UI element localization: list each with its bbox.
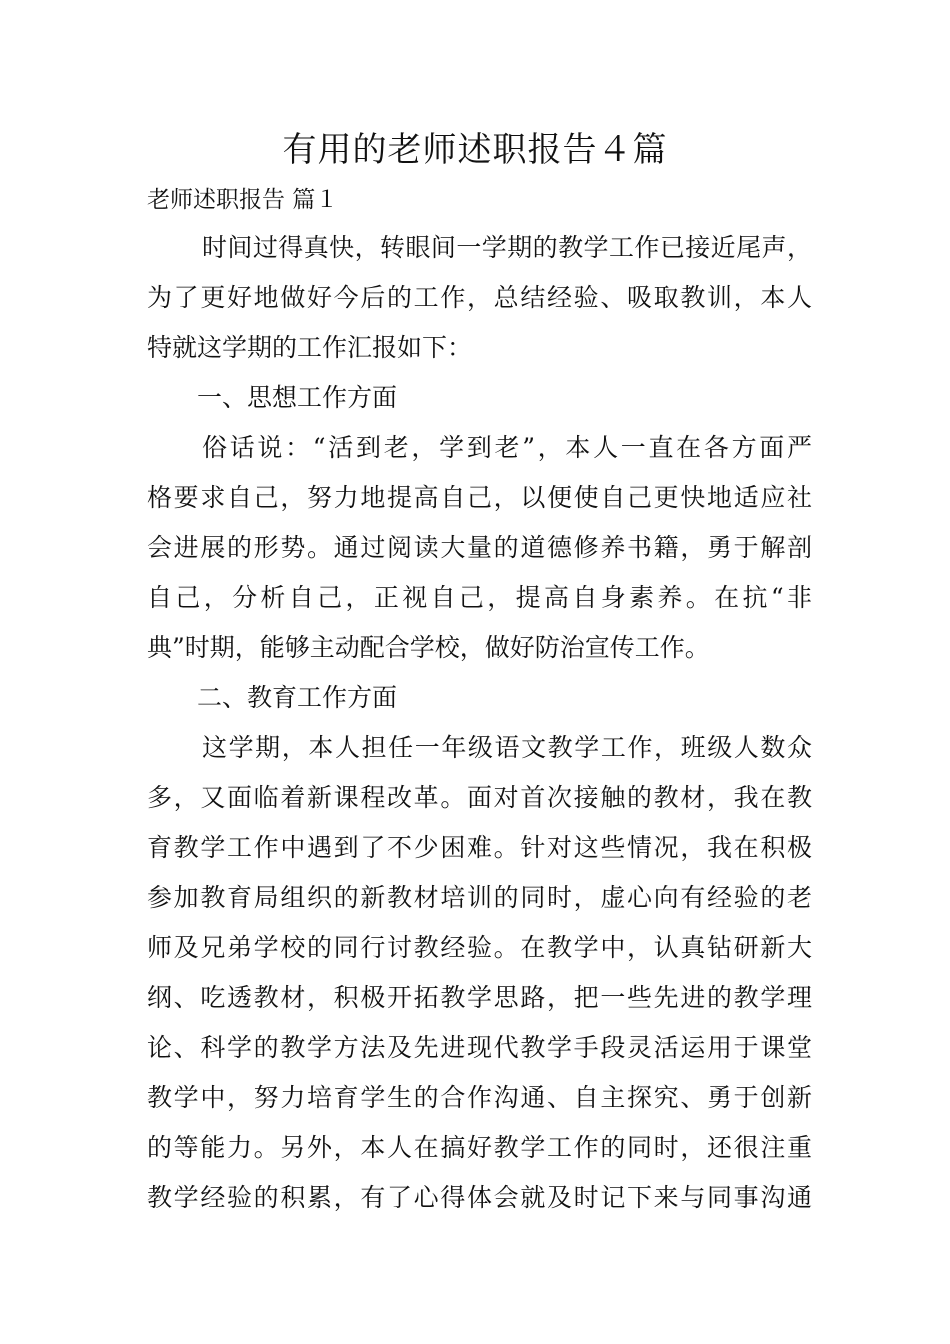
- section-heading: 一、思想工作方面: [197, 383, 398, 412]
- paragraph-line: 育教学工作中遇到了不少困难。针对这些情况，我在积极: [147, 833, 812, 862]
- paragraph-line: 典”时期，能够主动配合学校，做好防治宣传工作。: [147, 633, 710, 662]
- paragraph-line: 特就这学期的工作汇报如下：: [147, 333, 473, 362]
- paragraph-line: 多，又面临着新课程改革。面对首次接触的教材，我在教: [147, 783, 812, 812]
- paragraph-line: 参加教育局组织的新教材培训的同时，虚心向有经验的老: [147, 883, 812, 912]
- paragraph-line: 格要求自己，努力地提高自己，以便使自己更快地适应社: [147, 483, 812, 512]
- paragraph-line: 的等能力。另外，本人在搞好教学工作的同时，还很注重: [147, 1133, 812, 1162]
- paragraph-line: 为了更好地做好今后的工作，总结经验、吸取教训，本人: [147, 283, 812, 312]
- paragraph-line: 论、科学的教学方法及先进现代教学手段灵活运用于课堂: [147, 1033, 812, 1062]
- section-subtitle: 老师述职报告 篇１: [147, 187, 339, 213]
- paragraph-line: 自己，分析自己，正视自己，提高自身素养。在抗“非: [147, 583, 812, 612]
- document-title: 有用的老师述职报告４篇: [282, 130, 668, 170]
- section-heading: 二、教育工作方面: [197, 683, 398, 712]
- paragraph-line: 教学经验的积累，有了心得体会就及时记下来与同事沟通: [147, 1183, 812, 1212]
- document-body: [147, 223, 812, 1223]
- paragraph-line: 师及兄弟学校的同行讨教经验。在教学中，认真钻研新大: [147, 933, 812, 962]
- paragraph-line: 纲、吃透教材，积极开拓教学思路，把一些先进的教学理: [147, 983, 812, 1012]
- paragraph-line: 教学中，努力培育学生的合作沟通、自主探究、勇于创新: [147, 1083, 812, 1112]
- paragraph-line: 这学期，本人担任一年级语文教学工作，班级人数众: [202, 733, 812, 762]
- paragraph-line: 会进展的形势。通过阅读大量的道德修养书籍，勇于解剖: [147, 533, 812, 562]
- paragraph-line: 俗话说：“活到老，学到老”，本人一直在各方面严: [202, 433, 812, 462]
- paragraph-line: 时间过得真快，转眼间一学期的教学工作已接近尾声，: [202, 233, 812, 262]
